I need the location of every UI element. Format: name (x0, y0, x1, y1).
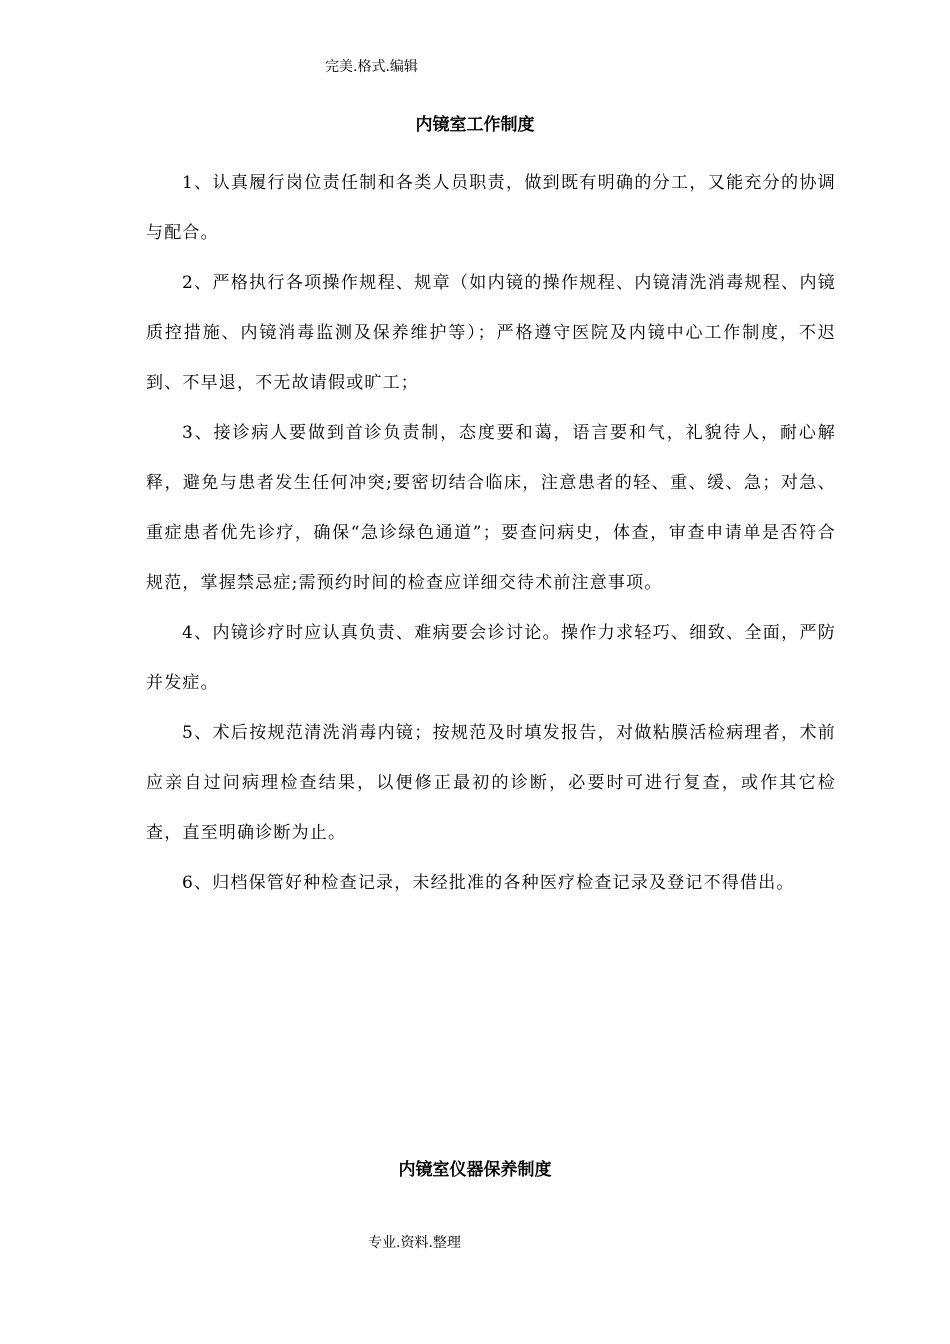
paragraph-4: 4、内镜诊疗时应认真负责、难病要会诊讨论。操作力求轻巧、细致、全面，严防并发症。 (146, 623, 836, 693)
paragraph-5: 5、术后按规范清洗消毒内镜；按规范及时填发报告，对做粘膜活检病理者，术前应亲自过问病理检查结果，以便修正最初的诊断，必要时可进行复查，或作其它检查，直至明确诊断为止。 (146, 723, 836, 843)
paragraph-1: 1、认真履行岗位责任制和各类人员职责，做到既有明确的分工，又能充分的协调与配合。 (146, 173, 836, 243)
paragraph-2: 2、严格执行各项操作规程、规章（如内镜的操作规程、内镜清洗消毒规程、内镜质控措施、内镜消毒监测及保养维护等）；严格遵守医院及内镜中心工作制度，不迟到、不早退，不无故请假或旷工； (146, 273, 836, 393)
section-title-work-rules: 内镜室工作制度 (415, 115, 535, 135)
footer-note: 专业.资料.整理 (368, 1235, 461, 1251)
header-note: 完美.格式.编辑 (325, 59, 418, 75)
paragraph-6: 6、归档保管好种检查记录，未经批准的各种医疗检查记录及登记不得借出。 (182, 873, 795, 893)
section-title-equipment-maintenance: 内镜室仪器保养制度 (398, 1160, 552, 1180)
work-rules-body (146, 158, 836, 908)
paragraph-3: 3、接诊病人要做到首诊负责制，态度要和蔼，语言要和气，礼貌待人，耐心解释，避免与患者发生任何冲突;要密切结合临床，注意患者的轻、重、缓、急；对急、重症患者优先诊疗，确保“急诊绿色通道”；要查问病史，体查，审查申请单是否符合规范，掌握禁忌症;需预约时间的检查应详细交待术前注意事项。 (146, 423, 836, 593)
